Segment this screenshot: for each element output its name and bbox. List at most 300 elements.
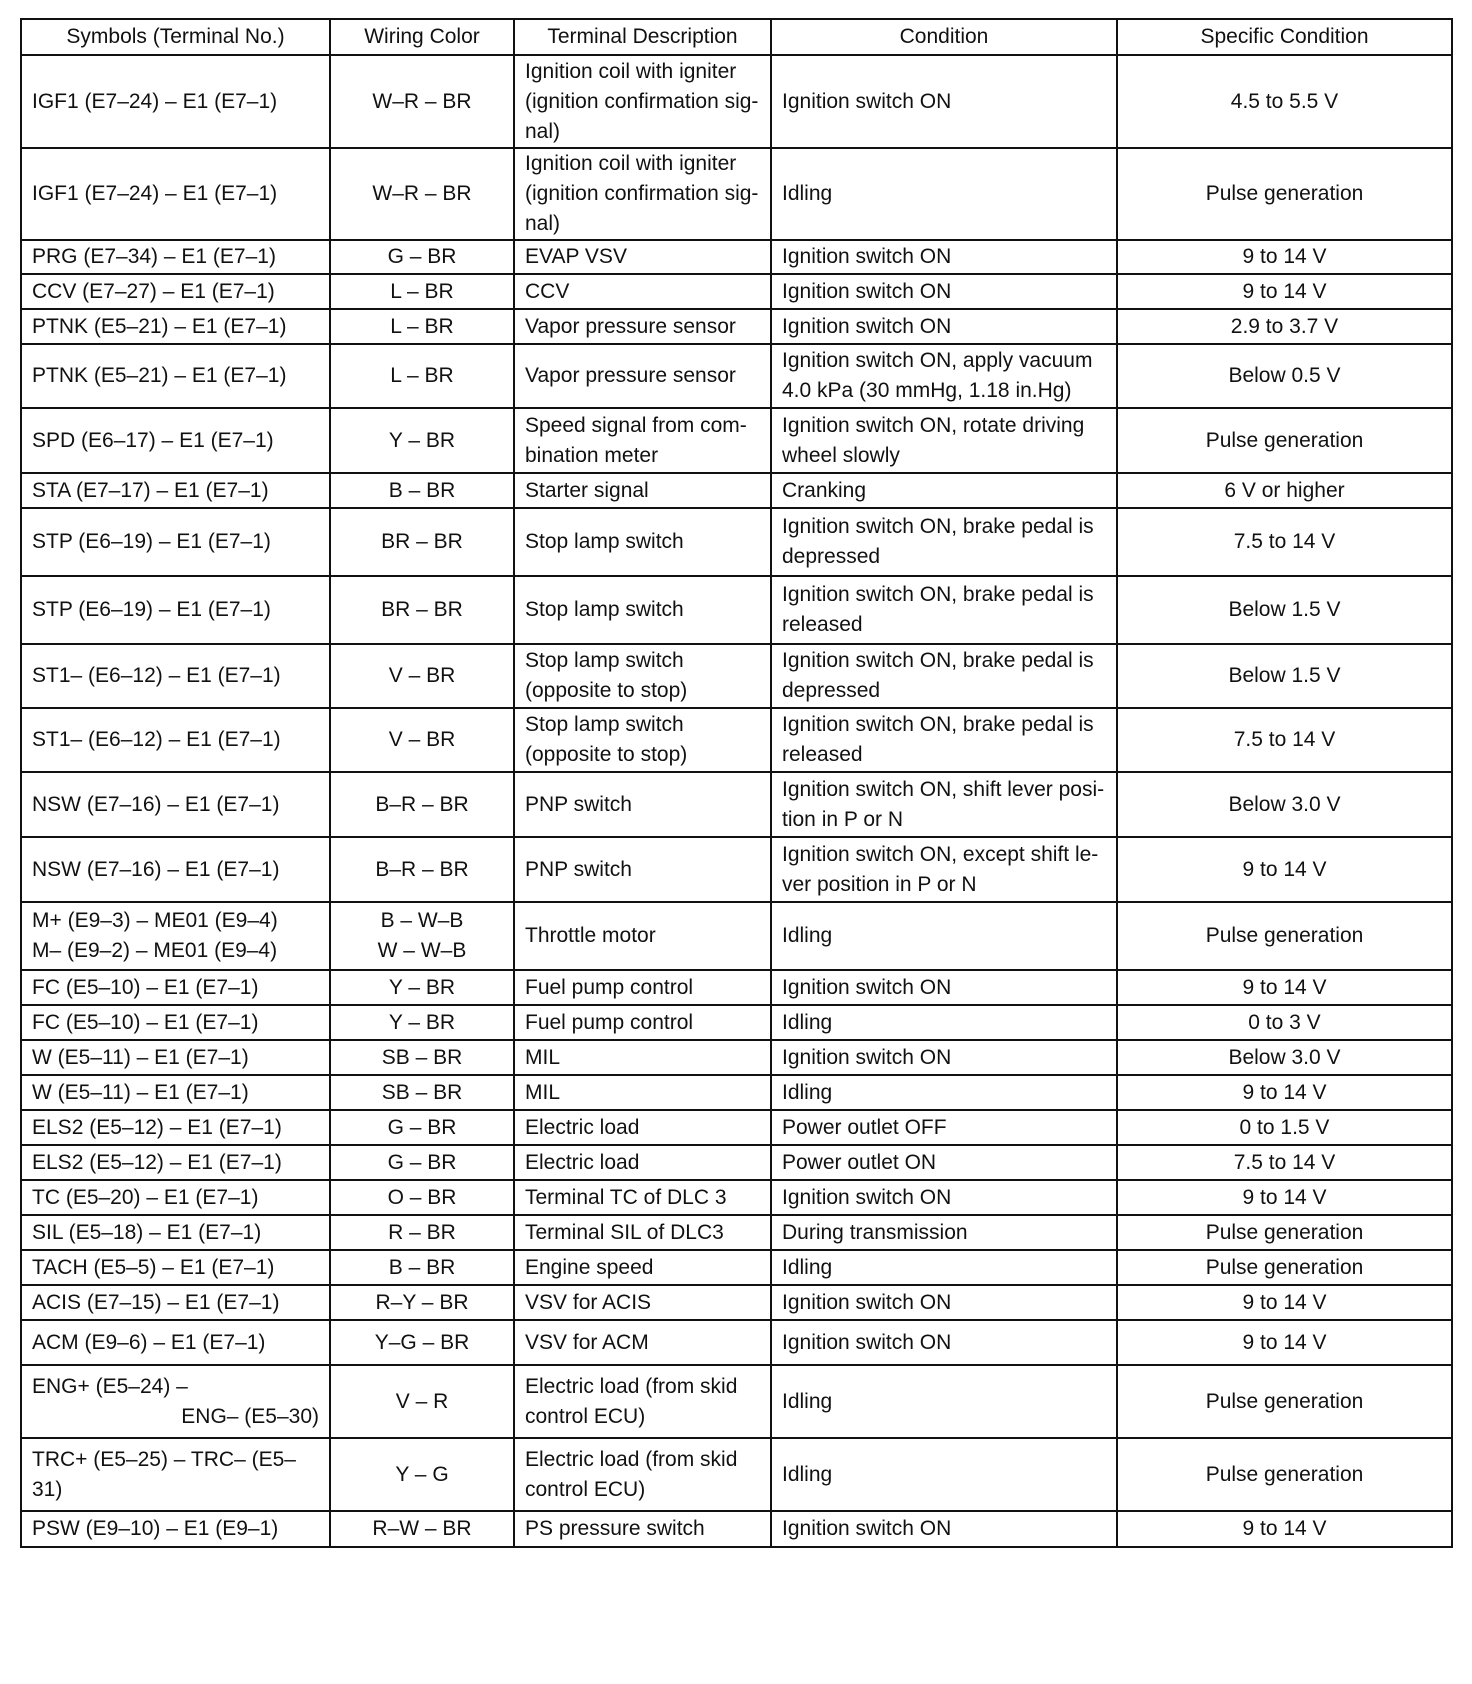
cell-symbols [21,1320,330,1365]
cell-terminal-description-text: MIL [525,1045,561,1069]
cell-condition-text: Ignition switch ON, rotate driving wheel slowly [782,413,1085,467]
cell-condition [771,1250,1117,1285]
cell-condition-text: Ignition switch ON, brake pedal is released [782,713,1094,766]
cell-wiring-color-text: Y – BR [388,1010,456,1034]
cell-specific-condition-text: Pulse generation [1205,428,1364,452]
table-row [21,1285,1452,1320]
table-row [21,274,1452,309]
table-row [21,1320,1452,1365]
cell-symbols-text: TACH (E5–5) – E1 (E7–1) [32,1255,275,1279]
cell-specific-condition [1117,1145,1452,1180]
table-row [21,148,1452,240]
cell-wiring-color [330,1438,514,1511]
cell-specific-condition-text: 9 to 14 V [1242,1330,1327,1354]
cell-wiring-color [330,576,514,644]
cell-symbols-text: TRC+ (E5–25) – TRC– (E5–31) [32,1447,296,1501]
cell-condition-text: Idling [782,924,833,947]
cell-wiring-color-text: G – BR [387,1115,457,1139]
cell-wiring-color-text: Y – BR [388,975,456,999]
table-row [21,772,1452,837]
cell-condition [771,1215,1117,1250]
cell-terminal-description [514,1040,771,1075]
cell-condition-text: Ignition switch ON [782,279,952,303]
cell-wiring-color [330,1040,514,1075]
cell-condition [771,1285,1117,1320]
cell-condition [771,772,1117,837]
cell-symbols-text-continued: ENG– (E5–30) [181,1404,319,1428]
cell-terminal-description-text: Ignition coil with igniter (ignition confirmation sig- nal) [525,59,759,143]
cell-symbols-text: ACM (E9–6) – E1 (E7–1) [32,1330,266,1354]
cell-symbols-text: PRG (E7–34) – E1 (E7–1) [32,245,276,268]
cell-symbols-text: PTNK (E5–21) – E1 (E7–1) [32,314,287,338]
table-row [21,1365,1452,1438]
table-row [21,1215,1452,1250]
cell-symbols [21,970,330,1005]
cell-symbols [21,508,330,576]
cell-symbols [21,772,330,837]
cell-condition-text: Ignition switch ON [782,1045,952,1069]
cell-symbols-text: FC (E5–10) – E1 (E7–1) [32,975,259,999]
cell-wiring-color-text: Y – G [395,1462,449,1486]
cell-symbols-text: IGF1 (E7–24) – E1 (E7–1) [32,89,278,113]
cell-wiring-color-text: V – BR [388,664,456,687]
cell-condition [771,1040,1117,1075]
cell-specific-condition-text: Pulse generation [1205,924,1364,947]
cell-specific-condition [1117,55,1452,148]
cell-wiring-color [330,837,514,902]
cell-symbols [21,1250,330,1285]
cell-condition-text: Idling [782,1080,833,1104]
cell-symbols-text: PTNK (E5–21) – E1 (E7–1) [32,364,287,387]
cell-condition [771,344,1117,408]
cell-wiring-color [330,473,514,508]
cell-symbols [21,55,330,148]
cell-wiring-color [330,148,514,240]
header-row [21,19,1452,55]
cell-specific-condition-text: Below 3.0 V [1228,1045,1341,1069]
cell-symbols-text: STA (E7–17) – E1 (E7–1) [32,478,269,502]
cell-terminal-description [514,970,771,1005]
cell-wiring-color-text: BR – BR [381,598,463,621]
cell-symbols [21,473,330,508]
cell-terminal-description-text: Stop lamp switch (opposite to stop) [525,713,688,766]
cell-symbols-text: TC (E5–20) – E1 (E7–1) [32,1185,259,1209]
table-row [21,473,1452,508]
cell-specific-condition-text: Pulse generation [1205,1462,1364,1486]
cell-terminal-description [514,1320,771,1365]
cell-specific-condition [1117,1511,1452,1547]
table-row [21,1438,1452,1511]
cell-condition [771,473,1117,508]
cell-wiring-color [330,240,514,274]
cell-specific-condition [1117,508,1452,576]
cell-symbols [21,1075,330,1110]
cell-specific-condition [1117,1040,1452,1075]
cell-specific-condition [1117,309,1452,344]
cell-symbols-text: ELS2 (E5–12) – E1 (E7–1) [32,1150,282,1174]
cell-condition [771,902,1117,970]
cell-symbols [21,1145,330,1180]
cell-terminal-description [514,240,771,274]
cell-symbols [21,1438,330,1511]
cell-condition [771,1075,1117,1110]
cell-symbols-text: ACIS (E7–15) – E1 (E7–1) [32,1290,280,1314]
table-row [21,1511,1452,1547]
cell-wiring-color-text: O – BR [387,1185,457,1209]
cell-symbols-text: M+ (E9–3) – ME01 (E9–4) M– (E9–2) – ME01 (E9–4) [32,909,278,962]
cell-terminal-description [514,902,771,970]
table-row [21,1250,1452,1285]
cell-terminal-description-text: PNP switch [525,857,632,881]
cell-symbols-text: PSW (E9–10) – E1 (E9–1) [32,1517,279,1540]
cell-terminal-description-text: Vapor pressure sensor [525,314,736,338]
cell-condition [771,148,1117,240]
cell-specific-condition-text: 9 to 14 V [1242,1517,1327,1540]
table-row [21,1075,1452,1110]
table-row [21,576,1452,644]
cell-terminal-description [514,1110,771,1145]
cell-specific-condition-text: Below 0.5 V [1228,364,1341,387]
cell-specific-condition [1117,708,1452,772]
cell-terminal-description-text: EVAP VSV [525,245,627,268]
cell-specific-condition [1117,240,1452,274]
cell-symbols [21,1005,330,1040]
cell-symbols [21,837,330,902]
cell-terminal-description [514,644,771,708]
table-row [21,837,1452,902]
cell-specific-condition-text: 0 to 3 V [1248,1010,1321,1034]
cell-terminal-description [514,708,771,772]
cell-specific-condition-text: 9 to 14 V [1242,857,1327,881]
table-row [21,708,1452,772]
cell-wiring-color [330,1215,514,1250]
table-row [21,644,1452,708]
cell-symbols-text: CCV (E7–27) – E1 (E7–1) [32,279,275,303]
cell-specific-condition-text: 9 to 14 V [1242,1290,1327,1314]
cell-condition-text: Idling [782,1462,833,1486]
table-row [21,344,1452,408]
cell-condition-text: Ignition switch ON, shift lever posi- tion in P or N [782,777,1105,831]
cell-condition [771,1365,1117,1438]
cell-terminal-description [514,55,771,148]
cell-symbols [21,902,330,970]
cell-condition-text: Ignition switch ON, brake pedal is depressed [782,649,1094,702]
cell-symbols [21,576,330,644]
cell-wiring-color [330,1511,514,1547]
cell-wiring-color-text: L – BR [390,364,454,387]
cell-specific-condition-text: 9 to 14 V [1242,1185,1327,1209]
cell-wiring-color-text: B–R – BR [375,792,469,816]
header-symbols: Symbols (Terminal No.) [21,19,330,55]
cell-wiring-color-text: SB – BR [381,1080,463,1104]
cell-condition [771,644,1117,708]
cell-wiring-color [330,644,514,708]
cell-terminal-description [514,473,771,508]
cell-terminal-description [514,274,771,309]
cell-terminal-description-text: Electric load [525,1150,640,1174]
cell-specific-condition-text: Below 1.5 V [1228,598,1341,621]
cell-symbols [21,148,330,240]
cell-specific-condition [1117,274,1452,309]
cell-condition-text: Idling [782,1010,833,1034]
cell-condition [771,508,1117,576]
cell-symbols-text: ELS2 (E5–12) – E1 (E7–1) [32,1115,282,1139]
cell-wiring-color [330,902,514,970]
cell-specific-condition-text: Pulse generation [1205,182,1364,205]
cell-wiring-color [330,1110,514,1145]
cell-condition-text: Idling [782,1255,833,1279]
cell-condition-text: Ignition switch ON, brake pedal is released [782,583,1094,636]
cell-specific-condition-text: 7.5 to 14 V [1233,1150,1336,1174]
cell-condition-text: Ignition switch ON, except shift le- ver position in P or N [782,842,1099,896]
cell-condition [771,1511,1117,1547]
cell-specific-condition [1117,473,1452,508]
cell-specific-condition-text: 4.5 to 5.5 V [1230,89,1339,113]
cell-symbols [21,344,330,408]
cell-wiring-color [330,274,514,309]
cell-terminal-description-text: Stop lamp switch [525,530,684,553]
cell-condition [771,274,1117,309]
cell-specific-condition [1117,970,1452,1005]
cell-wiring-color [330,1365,514,1438]
cell-condition-text: Ignition switch ON [782,1330,952,1354]
cell-terminal-description-text: Electric load (from skid control ECU) [525,1447,738,1501]
table-row [21,1180,1452,1215]
cell-specific-condition [1117,1075,1452,1110]
cell-wiring-color [330,1250,514,1285]
cell-terminal-description-text: Terminal TC of DLC 3 [525,1185,727,1209]
cell-specific-condition [1117,344,1452,408]
cell-wiring-color-text: R–Y – BR [375,1290,469,1314]
cell-wiring-color-text: L – BR [390,279,454,303]
cell-symbols-text: FC (E5–10) – E1 (E7–1) [32,1010,259,1034]
cell-wiring-color [330,508,514,576]
cell-symbols [21,708,330,772]
cell-terminal-description [514,1145,771,1180]
cell-wiring-color-text: Y – BR [388,428,456,452]
cell-symbols-text: IGF1 (E7–24) – E1 (E7–1) [32,182,278,205]
cell-wiring-color-text: G – BR [387,1150,457,1174]
cell-specific-condition-text: 9 to 14 V [1242,1080,1327,1104]
cell-symbols [21,644,330,708]
cell-symbols [21,274,330,309]
cell-wiring-color [330,970,514,1005]
cell-condition-text: Ignition switch ON [782,89,952,113]
cell-terminal-description [514,508,771,576]
cell-specific-condition [1117,1285,1452,1320]
cell-condition-text: Idling [782,182,833,205]
cell-condition [771,1438,1117,1511]
cell-terminal-description-text: Ignition coil with igniter (ignition confirmation sig- nal) [525,152,759,235]
cell-terminal-description-text: Stop lamp switch [525,598,684,621]
cell-wiring-color-text: V – R [395,1389,449,1413]
cell-condition-text: Ignition switch ON [782,975,952,999]
cell-condition [771,837,1117,902]
cell-specific-condition [1117,1438,1452,1511]
cell-wiring-color [330,1005,514,1040]
cell-symbols-text: NSW (E7–16) – E1 (E7–1) [32,792,280,816]
cell-terminal-description-text: Starter signal [525,478,649,502]
cell-terminal-description-text: Stop lamp switch (opposite to stop) [525,649,688,702]
cell-wiring-color [330,344,514,408]
cell-specific-condition-text: 9 to 14 V [1242,975,1327,999]
cell-specific-condition-text: 9 to 14 V [1242,245,1327,268]
cell-specific-condition [1117,408,1452,473]
cell-symbols [21,240,330,274]
cell-terminal-description [514,309,771,344]
cell-specific-condition [1117,1215,1452,1250]
cell-terminal-description-text: CCV [525,279,570,303]
cell-condition [771,576,1117,644]
cell-condition [771,970,1117,1005]
cell-specific-condition-text: Pulse generation [1205,1389,1364,1413]
cell-wiring-color-text: R – BR [388,1220,456,1244]
cell-condition-text: Ignition switch ON [782,1290,952,1314]
table-row [21,408,1452,473]
cell-terminal-description-text: PS pressure switch [525,1517,705,1540]
cell-condition [771,1180,1117,1215]
cell-specific-condition-text: 7.5 to 14 V [1233,530,1336,553]
cell-terminal-description-text: Fuel pump control [525,975,694,999]
cell-condition [771,309,1117,344]
cell-terminal-description-text: Fuel pump control [525,1010,694,1034]
cell-condition-text: Ignition switch ON, apply vacuum 4.0 kPa (30 mmHg, 1.18 in.Hg) [782,349,1093,402]
cell-symbols [21,1511,330,1547]
cell-terminal-description-text: Terminal SIL of DLC3 [525,1220,724,1244]
cell-wiring-color-text: B – W–B W – W–B [377,909,467,962]
cell-terminal-description-text: MIL [525,1080,561,1104]
cell-terminal-description [514,344,771,408]
cell-wiring-color-text: G – BR [387,245,457,268]
cell-symbols [21,1365,330,1438]
cell-condition-text: Ignition switch ON [782,1517,952,1540]
cell-terminal-description [514,1511,771,1547]
cell-specific-condition [1117,902,1452,970]
cell-specific-condition-text: Below 1.5 V [1228,664,1341,687]
header-condition: Condition [771,19,1117,55]
cell-terminal-description-text: PNP switch [525,792,632,816]
cell-condition-text: Ignition switch ON [782,1185,952,1209]
cell-specific-condition [1117,1365,1452,1438]
cell-terminal-description-text: Vapor pressure sensor [525,364,736,387]
cell-wiring-color [330,1285,514,1320]
cell-terminal-description [514,1075,771,1110]
cell-wiring-color-text: B – BR [388,1255,456,1279]
cell-wiring-color-text: B – BR [388,478,456,502]
cell-condition [771,1145,1117,1180]
cell-condition [771,1320,1117,1365]
cell-specific-condition [1117,1005,1452,1040]
cell-specific-condition-text: 2.9 to 3.7 V [1230,314,1339,338]
cell-wiring-color-text: V – BR [388,728,456,751]
cell-condition-text: Ignition switch ON, brake pedal is depressed [782,515,1094,568]
cell-condition-text: Cranking [782,478,867,502]
cell-condition-text: Idling [782,1389,833,1413]
table-row [21,240,1452,274]
cell-wiring-color [330,55,514,148]
table-row [21,55,1452,148]
cell-specific-condition [1117,644,1452,708]
cell-wiring-color [330,1145,514,1180]
table-row [21,1040,1452,1075]
cell-wiring-color [330,1320,514,1365]
cell-symbols [21,309,330,344]
cell-specific-condition [1117,772,1452,837]
cell-terminal-description-text: Electric load [525,1115,640,1139]
cell-symbols [21,408,330,473]
cell-symbols-text: SIL (E5–18) – E1 (E7–1) [32,1220,262,1244]
cell-condition [771,1005,1117,1040]
terminal-inspection-table [20,18,1453,1548]
cell-specific-condition [1117,576,1452,644]
cell-terminal-description-text: VSV for ACIS [525,1290,652,1314]
header-wiring-color: Wiring Color [330,19,514,55]
cell-terminal-description-text: VSV for ACM [525,1330,649,1354]
cell-condition [771,708,1117,772]
cell-wiring-color-text: Y–G – BR [374,1330,470,1354]
cell-terminal-description [514,148,771,240]
cell-symbols-text: NSW (E7–16) – E1 (E7–1) [32,857,280,881]
cell-wiring-color [330,708,514,772]
cell-condition-text: Power outlet ON [782,1150,937,1174]
cell-wiring-color-text: SB – BR [381,1045,463,1069]
cell-terminal-description [514,576,771,644]
cell-condition-text: During transmission [782,1220,968,1244]
cell-terminal-description [514,1285,771,1320]
cell-terminal-description-text: Throttle motor [525,924,656,947]
cell-specific-condition [1117,837,1452,902]
cell-condition [771,408,1117,473]
cell-symbols [21,1040,330,1075]
cell-terminal-description-text: Speed signal from com- bination meter [525,413,747,467]
cell-specific-condition-text: Below 3.0 V [1228,792,1341,816]
cell-specific-condition [1117,148,1452,240]
cell-condition [771,240,1117,274]
cell-specific-condition-text: 9 to 14 V [1242,279,1327,303]
table-row [21,1005,1452,1040]
cell-symbols [21,1110,330,1145]
cell-wiring-color [330,1075,514,1110]
cell-specific-condition-text: Pulse generation [1205,1220,1364,1244]
table-row [21,1145,1452,1180]
cell-terminal-description [514,1438,771,1511]
cell-condition-text: Ignition switch ON [782,314,952,338]
cell-specific-condition-text: Pulse generation [1205,1255,1364,1279]
cell-symbols-text: W (E5–11) – E1 (E7–1) [32,1080,249,1104]
cell-symbols [21,1180,330,1215]
cell-terminal-description [514,408,771,473]
cell-symbols-text: STP (E6–19) – E1 (E7–1) [32,530,271,553]
cell-specific-condition-text: 6 V or higher [1224,478,1345,502]
header-terminal-description: Terminal Description [514,19,771,55]
cell-terminal-description-text: Engine speed [525,1255,654,1279]
cell-specific-condition [1117,1250,1452,1285]
cell-symbols-text: W (E5–11) – E1 (E7–1) [32,1045,249,1069]
cell-specific-condition [1117,1320,1452,1365]
cell-wiring-color [330,772,514,837]
cell-terminal-description [514,1215,771,1250]
cell-wiring-color [330,408,514,473]
cell-specific-condition-text: 0 to 1.5 V [1239,1115,1330,1139]
cell-condition-text: Ignition switch ON [782,245,952,268]
cell-symbols-text: STP (E6–19) – E1 (E7–1) [32,598,271,621]
cell-terminal-description [514,837,771,902]
cell-symbols [21,1285,330,1320]
cell-condition-text: Power outlet OFF [782,1115,947,1139]
cell-specific-condition [1117,1180,1452,1215]
cell-wiring-color-text: R–W – BR [372,1517,472,1540]
cell-terminal-description [514,1250,771,1285]
